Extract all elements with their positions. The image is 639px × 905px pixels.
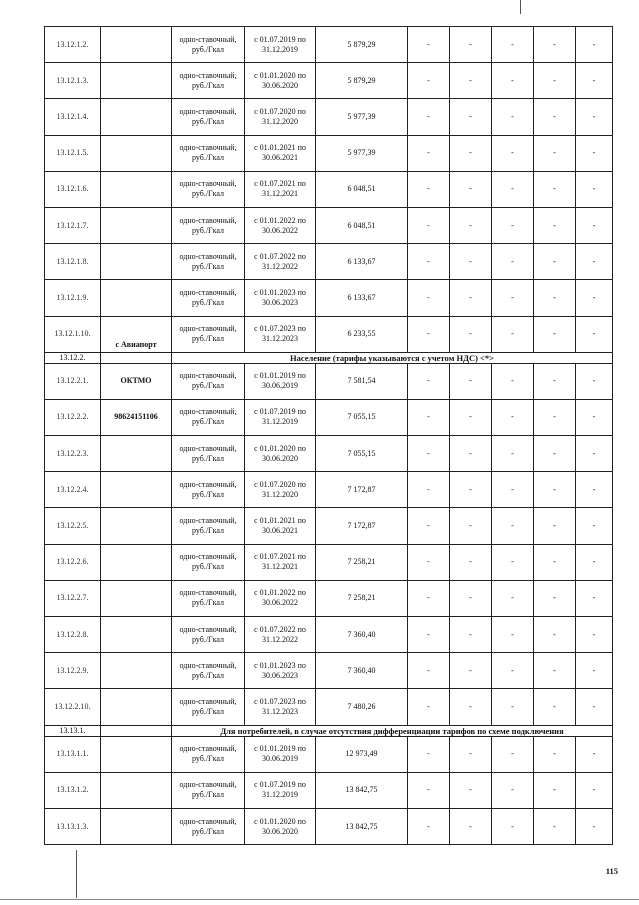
dash-cell: - [408, 244, 450, 280]
dash-cell: - [492, 63, 534, 99]
dash-cell: - [534, 689, 576, 725]
dash-cell: - [492, 472, 534, 508]
tariff-value-cell: 7 172,87 [316, 472, 408, 508]
tariff-type-cell: одно-ставочный, руб./Гкал [172, 207, 245, 243]
dash-cell: - [408, 27, 450, 63]
dash-cell: - [408, 99, 450, 135]
dash-cell: - [576, 472, 613, 508]
dash-cell: - [576, 544, 613, 580]
scan-artifact-line [0, 899, 639, 900]
dash-cell: - [534, 472, 576, 508]
dash-cell: - [408, 617, 450, 653]
dash-cell: - [492, 580, 534, 616]
period-cell: с 01.07.2020 по 31.12.2020 [245, 472, 316, 508]
row-number-cell: 13.12.2.9. [45, 653, 101, 689]
tariff-value-cell: 5 879,29 [316, 27, 408, 63]
table-row [45, 772, 613, 808]
tariff-type-cell: одно-ставочный, руб./Гкал [172, 736, 245, 772]
organization-cell [101, 135, 172, 171]
row-number-cell: 13.12.2.8. [45, 617, 101, 653]
dash-cell: - [450, 689, 492, 725]
organization-cell [101, 63, 172, 99]
period-cell: с 01.01.2022 по 30.06.2022 [245, 207, 316, 243]
dash-cell: - [450, 436, 492, 472]
dash-cell: - [450, 63, 492, 99]
tariff-value-cell: 5 977,39 [316, 135, 408, 171]
dash-cell: - [576, 363, 613, 399]
tariff-value-cell: 6 048,51 [316, 207, 408, 243]
tariff-value-cell: 6 133,67 [316, 280, 408, 316]
table-row [45, 244, 613, 280]
dash-cell: - [576, 508, 613, 544]
tariff-value-cell: 7 055,15 [316, 399, 408, 435]
table-row [45, 472, 613, 508]
organization-cell [101, 352, 172, 363]
dash-cell: - [534, 436, 576, 472]
row-number-cell: 13.12.1.2. [45, 27, 101, 63]
dash-cell: - [450, 244, 492, 280]
period-cell: с 01.01.2020 по 30.06.2020 [245, 63, 316, 99]
dash-cell: - [408, 63, 450, 99]
dash-cell: - [492, 363, 534, 399]
tariff-value-cell: 7 581,54 [316, 363, 408, 399]
table-row [45, 280, 613, 316]
period-cell: с 01.07.2020 по 31.12.2020 [245, 99, 316, 135]
organization-cell [101, 508, 172, 544]
dash-cell: - [492, 436, 534, 472]
tariff-value-cell: 5 977,39 [316, 99, 408, 135]
row-number-cell: 13.13.1.2. [45, 772, 101, 808]
row-number-cell: 13.12.2.7. [45, 580, 101, 616]
row-number-cell: 13.12.1.7. [45, 207, 101, 243]
table-row [45, 544, 613, 580]
dash-cell: - [450, 808, 492, 844]
page-number: 115 [605, 866, 618, 876]
tariff-value-cell: 6 048,51 [316, 171, 408, 207]
table-row [45, 689, 613, 725]
section-header-row [45, 352, 613, 363]
dash-cell: - [408, 280, 450, 316]
dash-cell: - [534, 617, 576, 653]
period-cell: с 01.01.2019 по 30.06.2019 [245, 736, 316, 772]
row-number-cell: 13.12.2.10. [45, 689, 101, 725]
table-row [45, 63, 613, 99]
tariff-type-cell: одно-ставочный, руб./Гкал [172, 399, 245, 435]
organization-cell [101, 617, 172, 653]
tariff-type-cell: одно-ставочный, руб./Гкал [172, 436, 245, 472]
dash-cell: - [450, 580, 492, 616]
table-row [45, 316, 613, 352]
period-cell: с 01.07.2021 по 31.12.2021 [245, 171, 316, 207]
period-cell: с 01.01.2021 по 30.06.2021 [245, 135, 316, 171]
dash-cell: - [576, 436, 613, 472]
dash-cell: - [408, 808, 450, 844]
dash-cell: - [450, 508, 492, 544]
table-row [45, 171, 613, 207]
row-number-cell: 13.13.1.3. [45, 808, 101, 844]
table-row [45, 135, 613, 171]
organization-cell [101, 207, 172, 243]
dash-cell: - [492, 171, 534, 207]
organization-cell [101, 772, 172, 808]
tariff-type-cell: одно-ставочный, руб./Гкал [172, 280, 245, 316]
dash-cell: - [408, 399, 450, 435]
row-number-cell: 13.12.2.2. [45, 399, 101, 435]
dash-cell: - [492, 808, 534, 844]
tariff-type-cell: одно-ставочный, руб./Гкал [172, 808, 245, 844]
dash-cell: - [576, 316, 613, 352]
tariff-value-cell: 13 842,75 [316, 808, 408, 844]
tariff-type-cell: одно-ставочный, руб./Гкал [172, 244, 245, 280]
dash-cell: - [492, 689, 534, 725]
period-cell: с 01.07.2019 по 31.12.2019 [245, 399, 316, 435]
organization-cell [101, 689, 172, 725]
row-number-cell: 13.12.2.6. [45, 544, 101, 580]
dash-cell: - [492, 99, 534, 135]
dash-cell: - [408, 316, 450, 352]
organization-cell [101, 244, 172, 280]
dash-cell: - [450, 280, 492, 316]
dash-cell: - [576, 689, 613, 725]
dash-cell: - [450, 135, 492, 171]
dash-cell: - [450, 316, 492, 352]
tariff-type-cell: одно-ставочный, руб./Гкал [172, 316, 245, 352]
dash-cell: - [576, 63, 613, 99]
table-row [45, 436, 613, 472]
organization-cell [101, 736, 172, 772]
tariff-value-cell: 6 233,55 [316, 316, 408, 352]
dash-cell: - [492, 280, 534, 316]
period-cell: с 01.01.2021 по 30.06.2021 [245, 508, 316, 544]
table-row [45, 27, 613, 63]
tariff-type-cell: одно-ставочный, руб./Гкал [172, 27, 245, 63]
tariff-type-cell: одно-ставочный, руб./Гкал [172, 617, 245, 653]
dash-cell: - [534, 544, 576, 580]
section-title: Для потребителей, в случае отсутствия дифференциации тарифов по схеме подключения [172, 725, 613, 736]
table-row [45, 653, 613, 689]
organization-cell [101, 544, 172, 580]
dash-cell: - [450, 544, 492, 580]
organization-cell [101, 280, 172, 316]
dash-cell: - [408, 544, 450, 580]
dash-cell: - [450, 99, 492, 135]
dash-cell: - [576, 27, 613, 63]
oktmo-code: 98624151106 [101, 399, 172, 435]
table-row [45, 580, 613, 616]
dash-cell: - [576, 736, 613, 772]
period-cell: с 01.07.2019 по 31.12.2019 [245, 772, 316, 808]
row-number-cell: 13.12.2.3. [45, 436, 101, 472]
period-cell: с 01.07.2023 по 31.12.2023 [245, 316, 316, 352]
scan-artifact-line [76, 850, 77, 898]
dash-cell: - [450, 617, 492, 653]
dash-cell: - [450, 207, 492, 243]
tariff-type-cell: одно-ставочный, руб./Гкал [172, 544, 245, 580]
settlement-name: с Авиапорт [101, 316, 172, 352]
period-cell: с 01.07.2022 по 31.12.2022 [245, 244, 316, 280]
dash-cell: - [408, 171, 450, 207]
dash-cell: - [408, 689, 450, 725]
dash-cell: - [534, 27, 576, 63]
period-cell: с 01.07.2022 по 31.12.2022 [245, 617, 316, 653]
tariff-type-cell: одно-ставочный, руб./Гкал [172, 99, 245, 135]
row-number-cell: 13.12.1.5. [45, 135, 101, 171]
tariff-table-body [45, 27, 613, 845]
row-number-cell: 13.12.2.5. [45, 508, 101, 544]
period-cell: с 01.07.2021 по 31.12.2021 [245, 544, 316, 580]
organization-cell [101, 808, 172, 844]
section-title: Население (тарифы указываются с учетом НДС) <*> [172, 352, 613, 363]
dash-cell: - [534, 772, 576, 808]
period-cell: с 01.07.2023 по 31.12.2023 [245, 689, 316, 725]
organization-cell [101, 653, 172, 689]
dash-cell: - [576, 580, 613, 616]
scan-artifact-line [520, 0, 521, 14]
dash-cell: - [408, 736, 450, 772]
dash-cell: - [534, 808, 576, 844]
table-row [45, 363, 613, 399]
period-cell: с 01.01.2019 по 30.06.2019 [245, 363, 316, 399]
dash-cell: - [576, 244, 613, 280]
dash-cell: - [534, 280, 576, 316]
dash-cell: - [492, 653, 534, 689]
dash-cell: - [534, 653, 576, 689]
dash-cell: - [408, 363, 450, 399]
tariff-type-cell: одно-ставочный, руб./Гкал [172, 689, 245, 725]
dash-cell: - [450, 772, 492, 808]
tariff-value-cell: 7 055,15 [316, 436, 408, 472]
row-number-cell: 13.12.2.1. [45, 363, 101, 399]
tariff-value-cell: 13 842,75 [316, 772, 408, 808]
row-number-cell: 13.13.1.1. [45, 736, 101, 772]
row-number-cell: 13.12.1.3. [45, 63, 101, 99]
tariff-type-cell: одно-ставочный, руб./Гкал [172, 772, 245, 808]
dash-cell: - [492, 27, 534, 63]
tariff-value-cell: 7 258,21 [316, 580, 408, 616]
period-cell: с 01.01.2022 по 30.06.2022 [245, 580, 316, 616]
tariff-type-cell: одно-ставочный, руб./Гкал [172, 472, 245, 508]
tariff-value-cell: 7 480,26 [316, 689, 408, 725]
tariff-value-cell: 7 172,87 [316, 508, 408, 544]
table-row [45, 617, 613, 653]
organization-cell [101, 99, 172, 135]
dash-cell: - [408, 135, 450, 171]
organization-cell [101, 27, 172, 63]
dash-cell: - [408, 508, 450, 544]
table-row [45, 207, 613, 243]
dash-cell: - [534, 316, 576, 352]
dash-cell: - [576, 808, 613, 844]
table-row [45, 808, 613, 844]
organization-cell [101, 171, 172, 207]
dash-cell: - [408, 580, 450, 616]
tariff-value-cell: 7 360,40 [316, 617, 408, 653]
dash-cell: - [492, 736, 534, 772]
dash-cell: - [492, 316, 534, 352]
period-cell: с 01.01.2023 по 30.06.2023 [245, 653, 316, 689]
tariff-value-cell: 7 360,40 [316, 653, 408, 689]
dash-cell: - [492, 772, 534, 808]
dash-cell: - [534, 171, 576, 207]
tariff-type-cell: одно-ставочный, руб./Гкал [172, 135, 245, 171]
table-row [45, 99, 613, 135]
dash-cell: - [576, 135, 613, 171]
organization-cell [101, 580, 172, 616]
dash-cell: - [408, 653, 450, 689]
organization-cell [101, 472, 172, 508]
section-number: 13.13.1. [45, 725, 101, 736]
dash-cell: - [492, 399, 534, 435]
period-cell: с 01.07.2019 по 31.12.2019 [245, 27, 316, 63]
row-number-cell: 13.12.1.9. [45, 280, 101, 316]
dash-cell: - [576, 171, 613, 207]
tariff-value-cell: 5 879,29 [316, 63, 408, 99]
tariff-type-cell: одно-ставочный, руб./Гкал [172, 171, 245, 207]
organization-cell [101, 725, 172, 736]
dash-cell: - [450, 27, 492, 63]
dash-cell: - [492, 207, 534, 243]
tariff-table [44, 26, 613, 845]
dash-cell: - [492, 508, 534, 544]
row-number-cell: 13.12.1.8. [45, 244, 101, 280]
dash-cell: - [576, 399, 613, 435]
dash-cell: - [492, 135, 534, 171]
dash-cell: - [450, 363, 492, 399]
dash-cell: - [534, 363, 576, 399]
row-number-cell: 13.12.2.4. [45, 472, 101, 508]
row-number-cell: 13.12.1.10. [45, 316, 101, 352]
dash-cell: - [576, 617, 613, 653]
tariff-type-cell: одно-ставочный, руб./Гкал [172, 653, 245, 689]
dash-cell: - [492, 617, 534, 653]
dash-cell: - [408, 772, 450, 808]
dash-cell: - [576, 280, 613, 316]
tariff-type-cell: одно-ставочный, руб./Гкал [172, 63, 245, 99]
dash-cell: - [408, 472, 450, 508]
dash-cell: - [534, 135, 576, 171]
oktmo-label: ОКТМО [101, 363, 172, 399]
tariff-value-cell: 12 973,49 [316, 736, 408, 772]
dash-cell: - [450, 399, 492, 435]
dash-cell: - [576, 772, 613, 808]
dash-cell: - [450, 472, 492, 508]
row-number-cell: 13.12.1.6. [45, 171, 101, 207]
tariff-type-cell: одно-ставочный, руб./Гкал [172, 363, 245, 399]
period-cell: с 01.01.2020 по 30.06.2020 [245, 436, 316, 472]
dash-cell: - [492, 544, 534, 580]
table-row [45, 399, 613, 435]
dash-cell: - [534, 580, 576, 616]
tariff-type-cell: одно-ставочный, руб./Гкал [172, 580, 245, 616]
dash-cell: - [450, 171, 492, 207]
dash-cell: - [534, 399, 576, 435]
dash-cell: - [534, 736, 576, 772]
dash-cell: - [408, 436, 450, 472]
tariff-type-cell: одно-ставочный, руб./Гкал [172, 508, 245, 544]
dash-cell: - [450, 736, 492, 772]
row-number-cell: 13.12.1.4. [45, 99, 101, 135]
dash-cell: - [408, 207, 450, 243]
dash-cell: - [450, 653, 492, 689]
dash-cell: - [576, 653, 613, 689]
dash-cell: - [534, 63, 576, 99]
section-header-row [45, 725, 613, 736]
dash-cell: - [534, 99, 576, 135]
period-cell: с 01.01.2020 по 30.06.2020 [245, 808, 316, 844]
dash-cell: - [534, 508, 576, 544]
table-row [45, 508, 613, 544]
period-cell: с 01.01.2023 по 30.06.2023 [245, 280, 316, 316]
organization-cell [101, 436, 172, 472]
dash-cell: - [534, 207, 576, 243]
tariff-value-cell: 7 258,21 [316, 544, 408, 580]
section-number: 13.12.2. [45, 352, 101, 363]
dash-cell: - [576, 207, 613, 243]
table-row [45, 736, 613, 772]
dash-cell: - [492, 244, 534, 280]
dash-cell: - [534, 244, 576, 280]
tariff-value-cell: 6 133,67 [316, 244, 408, 280]
dash-cell: - [576, 99, 613, 135]
